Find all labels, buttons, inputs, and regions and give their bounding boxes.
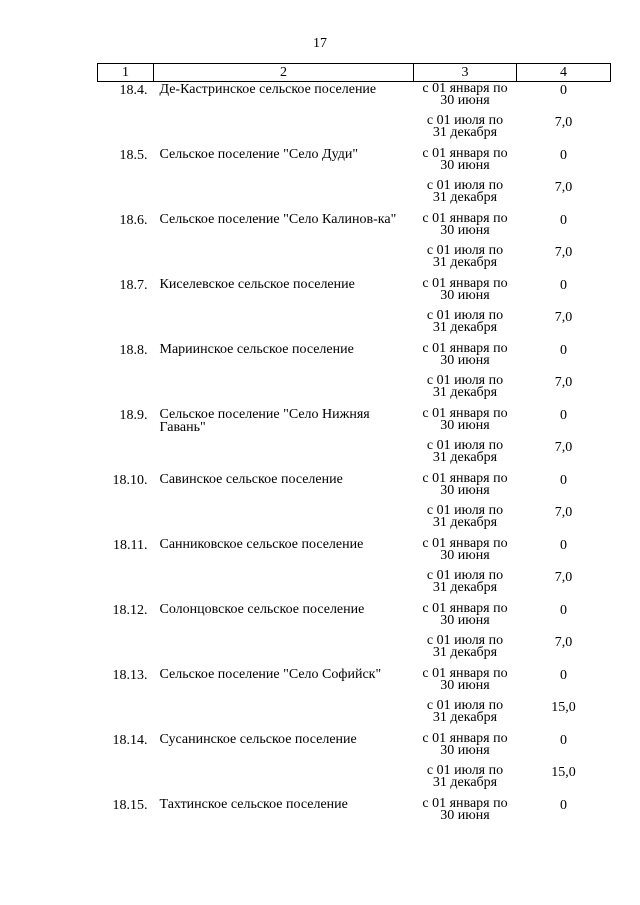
settlement-name: Сельское поселение "Село Дуди" xyxy=(159,147,359,162)
table-row xyxy=(98,277,611,310)
rate-value: 0 xyxy=(560,603,567,618)
table-row xyxy=(98,342,611,375)
rate-value: 7,0 xyxy=(554,505,573,520)
page-number: 17 xyxy=(313,36,327,51)
table-row xyxy=(98,732,611,765)
settlement-name: Киселевское сельское поселение xyxy=(159,277,355,292)
row-number: 18.10. xyxy=(112,473,148,488)
period-end: 30 июня xyxy=(440,678,490,693)
period-start: с 01 июля по xyxy=(426,698,504,713)
period-start: с 01 января по xyxy=(422,796,508,811)
header-col-1: 1 xyxy=(98,64,154,82)
settlement-name: Савинское сельское поселение xyxy=(159,472,343,487)
period-cell xyxy=(414,375,517,407)
period-start: с 01 января по xyxy=(422,406,508,421)
settlement-name: Сусанинское сельское поселение xyxy=(159,732,357,747)
settlement-name: Мариинское сельское поселение xyxy=(159,342,354,357)
row-number: 18.7. xyxy=(119,278,148,293)
period-start: с 01 января по xyxy=(422,211,508,226)
rate-value: 7,0 xyxy=(554,245,573,260)
rate-value: 0 xyxy=(560,213,567,228)
period-start: с 01 июля по xyxy=(426,763,504,778)
table-row xyxy=(98,212,611,245)
rate-value: 0 xyxy=(560,148,567,163)
period-cell xyxy=(414,602,517,635)
period-start: с 01 июля по xyxy=(426,438,504,453)
table-header xyxy=(98,64,611,82)
period-end: 30 июня xyxy=(440,158,490,173)
rate-value: 0 xyxy=(560,408,567,423)
period-cell xyxy=(414,277,517,310)
period-start: с 01 января по xyxy=(422,536,508,551)
rate-value: 0 xyxy=(560,538,567,553)
settlement-name: Тахтинское сельское поселение xyxy=(159,797,348,812)
row-number: 18.5. xyxy=(119,148,148,163)
period-cell xyxy=(414,635,517,667)
rate-value: 7,0 xyxy=(554,440,573,455)
rate-value: 0 xyxy=(560,83,567,98)
period-end: 31 декабря xyxy=(432,645,498,660)
period-end: 30 июня xyxy=(440,548,490,563)
period-end: 30 июня xyxy=(440,93,490,108)
period-start: с 01 января по xyxy=(422,341,508,356)
settlement-name: Солонцовское сельское поселение xyxy=(159,602,365,617)
period-start: с 01 января по xyxy=(422,81,508,96)
row-number: 18.9. xyxy=(119,408,148,423)
period-start: с 01 июля по xyxy=(426,568,504,583)
period-cell xyxy=(414,342,517,375)
table-row xyxy=(98,537,611,570)
settlement-name: Де-Кастринское сельское поселение xyxy=(159,82,377,97)
period-start: с 01 января по xyxy=(422,731,508,746)
header-col-4: 4 xyxy=(517,64,611,82)
period-end: 30 июня xyxy=(440,613,490,628)
table-row xyxy=(98,602,611,635)
period-start: с 01 июля по xyxy=(426,633,504,648)
period-start: с 01 июля по xyxy=(426,178,504,193)
period-cell xyxy=(414,310,517,342)
period-start: с 01 января по xyxy=(422,601,508,616)
table-row xyxy=(98,797,611,830)
settlement-name: Сельское поселение "Село Калинов-ка" xyxy=(159,212,397,227)
period-cell xyxy=(414,440,517,472)
rate-value: 7,0 xyxy=(554,310,573,325)
period-end: 31 декабря xyxy=(432,580,498,595)
rate-value: 7,0 xyxy=(554,635,573,650)
settlement-name: Сельское поселение "Село Софийск" xyxy=(159,667,382,682)
settlement-name: Санниковское сельское поселение xyxy=(159,537,364,552)
row-number: 18.4. xyxy=(119,83,148,98)
period-cell xyxy=(414,245,517,277)
period-start: с 01 июля по xyxy=(426,373,504,388)
period-cell xyxy=(414,407,517,440)
header-col-3: 3 xyxy=(414,64,517,82)
rate-value: 0 xyxy=(560,343,567,358)
settlements-table xyxy=(97,63,611,830)
period-end: 31 декабря xyxy=(432,710,498,725)
period-start: с 01 июля по xyxy=(426,243,504,258)
period-start: с 01 июля по xyxy=(426,308,504,323)
row-number: 18.11. xyxy=(113,538,148,553)
period-end: 30 июня xyxy=(440,418,490,433)
period-end: 31 декабря xyxy=(432,255,498,270)
period-start: с 01 июля по xyxy=(426,503,504,518)
rate-value: 15,0 xyxy=(551,700,576,715)
table-row xyxy=(98,472,611,505)
period-cell xyxy=(414,667,517,700)
period-end: 30 июня xyxy=(440,808,490,823)
period-cell xyxy=(414,797,517,830)
period-end: 30 июня xyxy=(440,288,490,303)
row-number: 18.14. xyxy=(112,733,148,748)
period-end: 31 декабря xyxy=(432,190,498,205)
period-end: 30 июня xyxy=(440,483,490,498)
table-row xyxy=(98,147,611,180)
period-end: 31 декабря xyxy=(432,320,498,335)
period-end: 31 декабря xyxy=(432,125,498,140)
period-start: с 01 января по xyxy=(422,146,508,161)
rate-value: 0 xyxy=(560,668,567,683)
row-number: 18.6. xyxy=(119,213,148,228)
period-end: 30 июня xyxy=(440,743,490,758)
period-cell xyxy=(414,537,517,570)
period-start: с 01 июля по xyxy=(426,113,504,128)
rate-value: 0 xyxy=(560,473,567,488)
table-row xyxy=(98,82,611,116)
period-start: с 01 января по xyxy=(422,276,508,291)
period-end: 31 декабря xyxy=(432,450,498,465)
period-cell xyxy=(414,212,517,245)
rate-value: 7,0 xyxy=(554,115,573,130)
settlement-name: Сельское поселение "Село Нижняя Гавань" xyxy=(159,407,370,435)
period-cell xyxy=(414,115,517,147)
period-cell xyxy=(414,570,517,602)
table-row xyxy=(98,407,611,440)
period-cell xyxy=(414,472,517,505)
row-number: 18.15. xyxy=(112,798,148,813)
header-col-2: 2 xyxy=(154,64,414,82)
rate-value: 7,0 xyxy=(554,375,573,390)
rate-value: 0 xyxy=(560,733,567,748)
period-cell xyxy=(414,765,517,797)
period-cell xyxy=(414,180,517,212)
period-end: 31 декабря xyxy=(432,515,498,530)
row-number: 18.13. xyxy=(112,668,148,683)
rate-value: 0 xyxy=(560,278,567,293)
period-end: 30 июня xyxy=(440,353,490,368)
row-number: 18.8. xyxy=(119,343,148,358)
table-body xyxy=(98,82,611,831)
period-start: с 01 января по xyxy=(422,666,508,681)
rate-value: 7,0 xyxy=(554,180,573,195)
period-end: 30 июня xyxy=(440,223,490,238)
period-cell xyxy=(414,147,517,180)
period-cell xyxy=(414,700,517,732)
period-cell xyxy=(414,732,517,765)
period-start: с 01 января по xyxy=(422,471,508,486)
period-cell xyxy=(414,82,517,116)
rate-value: 0 xyxy=(560,798,567,813)
period-end: 31 декабря xyxy=(432,385,498,400)
rate-value: 7,0 xyxy=(554,570,573,585)
period-cell xyxy=(414,505,517,537)
header-row xyxy=(98,64,611,82)
period-end: 31 декабря xyxy=(432,775,498,790)
row-number: 18.12. xyxy=(112,603,148,618)
table-row xyxy=(98,667,611,700)
rate-value: 15,0 xyxy=(551,765,576,780)
